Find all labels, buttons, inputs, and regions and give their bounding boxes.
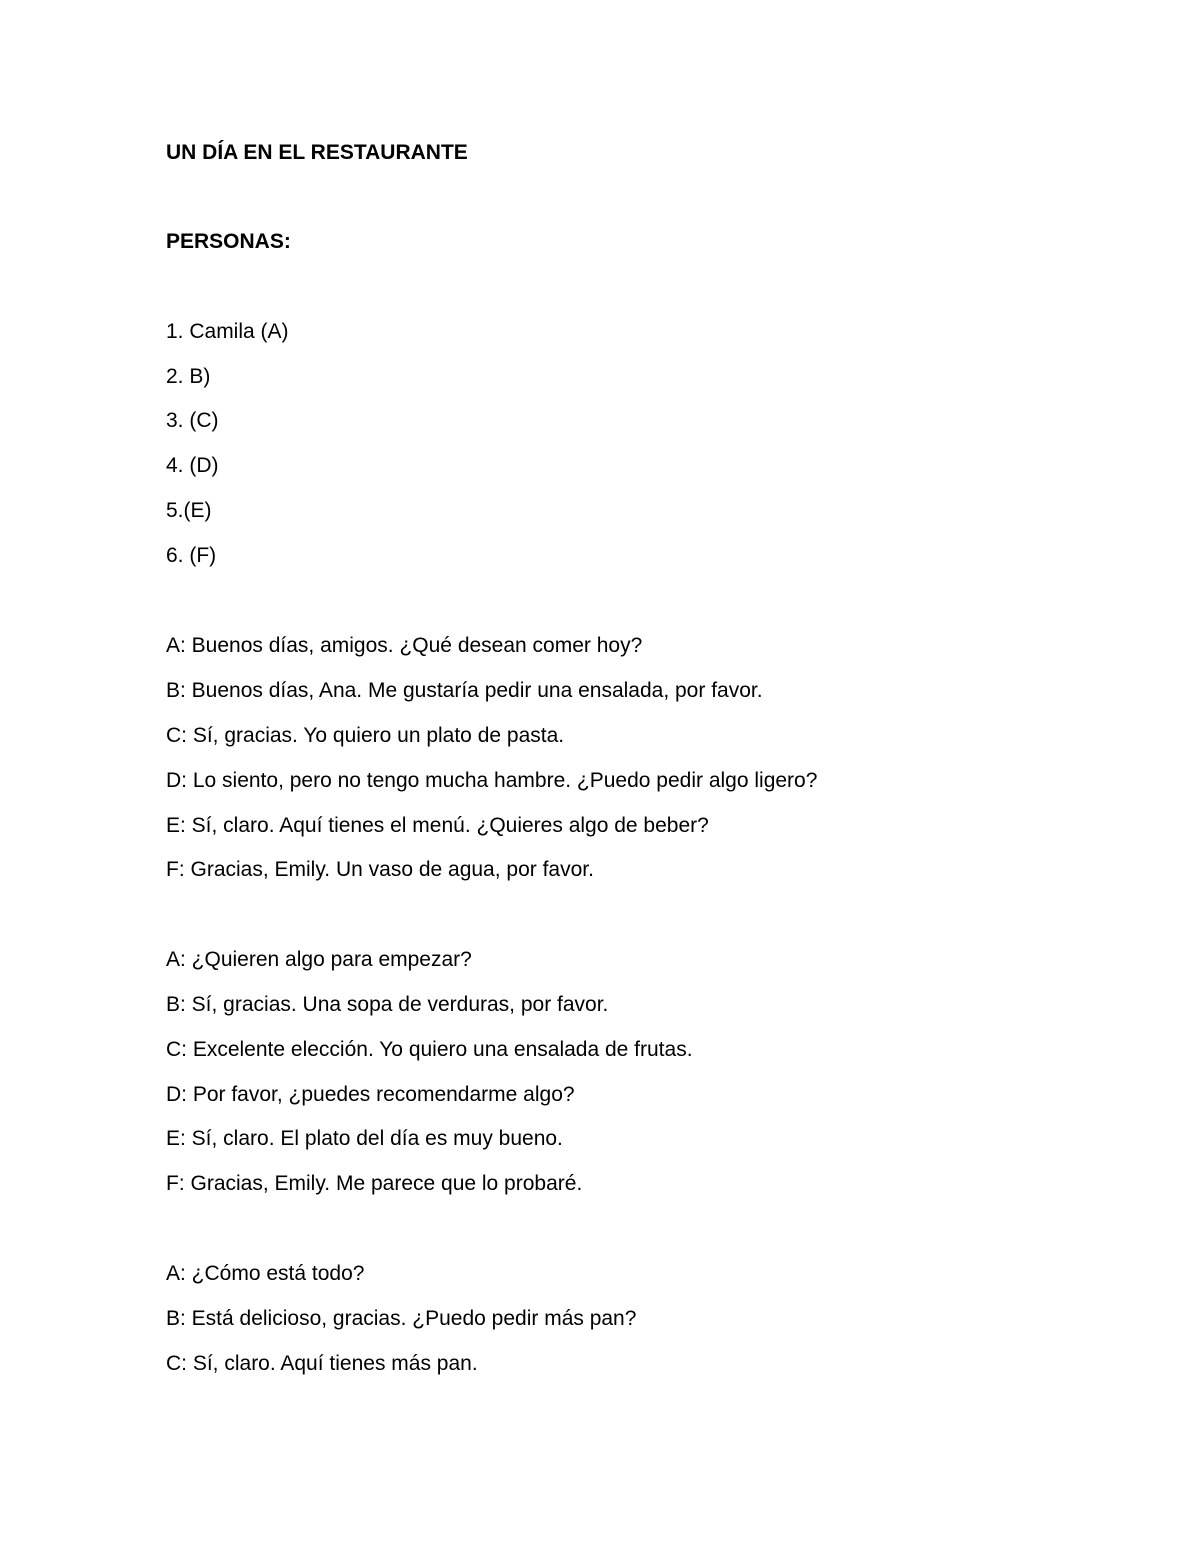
- document-title: UN DÍA EN EL RESTAURANTE: [166, 141, 468, 164]
- persona-item: 6. (F): [166, 544, 217, 567]
- dialogue-line: F: Gracias, Emily. Un vaso de agua, por favor.: [166, 858, 594, 881]
- persona-item: 2. B): [166, 365, 211, 388]
- persona-item: 5.(E): [166, 499, 212, 522]
- dialogue-line: F: Gracias, Emily. Me parece que lo probaré.: [166, 1172, 583, 1195]
- dialogue-line: A: ¿Quieren algo para empezar?: [166, 948, 472, 971]
- dialogue-line: B: Está delicioso, gracias. ¿Puedo pedir más pan?: [166, 1307, 637, 1330]
- dialogue-line: D: Por favor, ¿puedes recomendarme algo?: [166, 1083, 575, 1106]
- dialogue-line: E: Sí, claro. El plato del día es muy bueno.: [166, 1127, 563, 1150]
- dialogue-line: B: Buenos días, Ana. Me gustaría pedir una ensalada, por favor.: [166, 679, 763, 702]
- dialogue-line: E: Sí, claro. Aquí tienes el menú. ¿Quieres algo de beber?: [166, 814, 709, 837]
- personas-heading: PERSONAS:: [166, 230, 291, 253]
- persona-item: 1. Camila (A): [166, 320, 289, 343]
- dialogue-line: C: Sí, claro. Aquí tienes más pan.: [166, 1352, 478, 1375]
- persona-item: 3. (C): [166, 409, 219, 432]
- dialogue-line: A: ¿Cómo está todo?: [166, 1262, 365, 1285]
- persona-item: 4. (D): [166, 454, 219, 477]
- dialogue-line: C: Sí, gracias. Yo quiero un plato de pasta.: [166, 724, 565, 747]
- dialogue-line: D: Lo siento, pero no tengo mucha hambre. ¿Puedo pedir algo ligero?: [166, 769, 818, 792]
- dialogue-line: A: Buenos días, amigos. ¿Qué desean comer hoy?: [166, 634, 643, 657]
- dialogue-line: B: Sí, gracias. Una sopa de verduras, por favor.: [166, 993, 609, 1016]
- dialogue-line: C: Excelente elección. Yo quiero una ensalada de frutas.: [166, 1038, 693, 1061]
